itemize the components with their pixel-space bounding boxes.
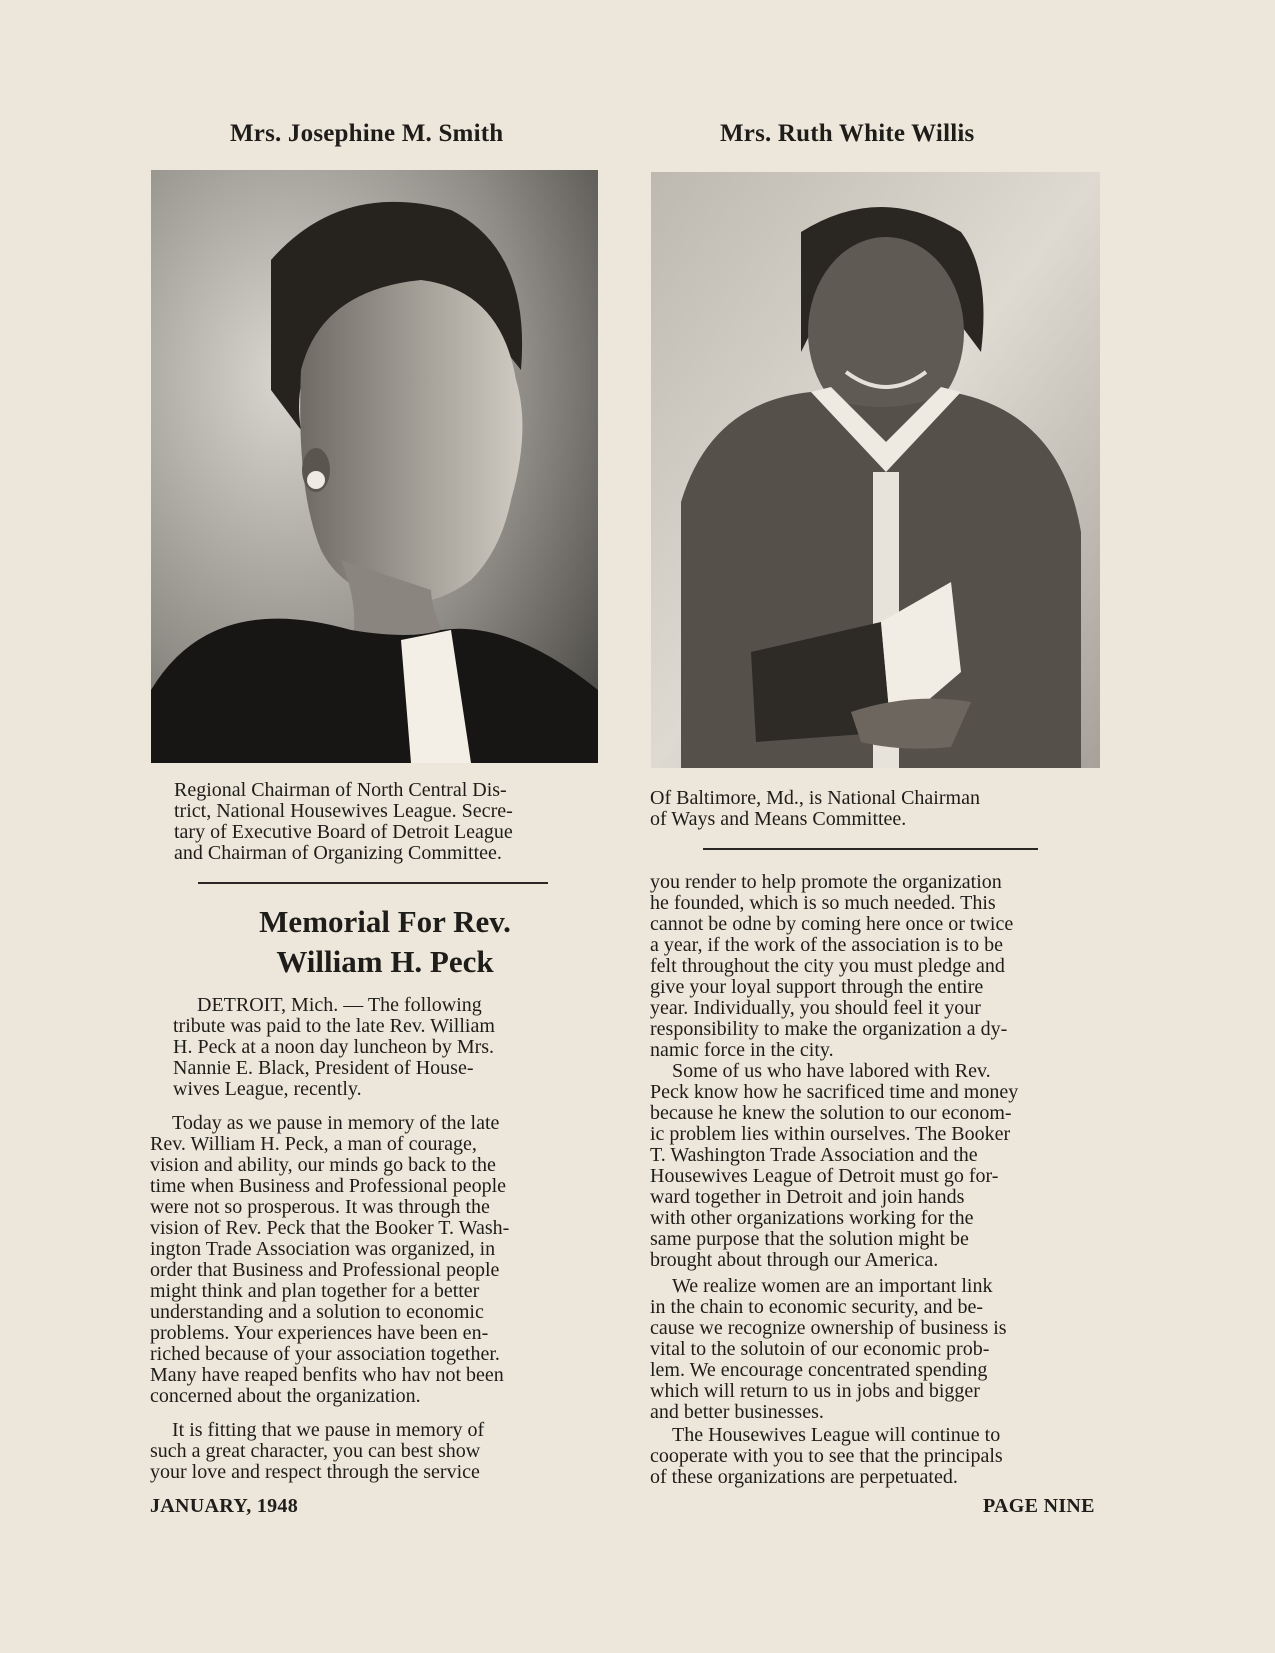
body-line: We realize women are an important link: [672, 1275, 993, 1297]
body-line: he founded, which is so much needed. This: [650, 892, 996, 914]
right-profile-name: Mrs. Ruth White Willis: [720, 120, 975, 147]
article-paragraph: [150, 1113, 509, 1407]
body-line: vision and ability, our minds go back to the: [150, 1154, 496, 1176]
body-line: H. Peck at a noon day luncheon by Mrs.: [173, 1036, 495, 1058]
headline-line: William H. Peck: [276, 944, 494, 979]
body-line: cannot be odne by coming here once or twice: [650, 913, 1014, 935]
article-paragraph: [650, 1061, 1018, 1271]
left-profile-name: Mrs. Josephine M. Smith: [230, 120, 504, 147]
body-line: cause we recognize ownership of business is: [650, 1317, 1007, 1339]
body-line: problems. Your experiences have been en-: [150, 1322, 489, 1344]
body-line: same purpose that the solution might be: [650, 1228, 969, 1250]
right-profile-caption: [650, 788, 980, 830]
caption-line: trict, National Housewives League. Secre-: [174, 800, 513, 822]
body-line: such a great character, you can best show: [150, 1440, 481, 1462]
body-line: vital to the solutoin of our economic prob-: [650, 1338, 990, 1360]
body-line: ic problem lies within ourselves. The Booker: [650, 1123, 1011, 1145]
article-lead: [173, 995, 495, 1100]
body-line: tribute was paid to the late Rev. William: [173, 1015, 495, 1037]
headline-line: Memorial For Rev.: [259, 904, 511, 939]
body-line: riched because of your association together.: [150, 1343, 500, 1365]
article-paragraph: [150, 1420, 484, 1483]
body-line: vision of Rev. Peck that the Booker T. Wash-: [150, 1217, 510, 1239]
body-line: concerned about the organization.: [150, 1385, 421, 1407]
body-line: Peck know how he sacrificed time and money: [650, 1081, 1019, 1103]
body-line: order that Business and Professional people: [150, 1259, 500, 1281]
body-line: responsibility to make the organization a dy-: [650, 1018, 1008, 1040]
body-line: of these organizations are perpetuated.: [650, 1466, 958, 1488]
josephine-smith-portrait: [151, 170, 598, 763]
body-line: lem. We encourage concentrated spending: [650, 1359, 988, 1381]
body-line: Today as we pause in memory of the late: [172, 1112, 500, 1134]
article-paragraph: [650, 1276, 1007, 1423]
body-line: year. Individually, you should feel it your: [650, 997, 981, 1019]
body-line: in the chain to economic security, and be-: [650, 1296, 984, 1318]
body-line: Housewives League of Detroit must go for-: [650, 1165, 999, 1187]
caption-line: of Ways and Means Committee.: [650, 808, 907, 830]
caption-line: Of Baltimore, Md., is National Chairman: [650, 787, 980, 809]
page-number: PAGE NINE: [983, 1495, 1095, 1517]
body-line: The Housewives League will continue to: [672, 1424, 1001, 1446]
body-line: might think and plan together for a better: [150, 1280, 480, 1302]
left-profile-caption: [174, 780, 513, 864]
body-line: and better businesses.: [650, 1401, 824, 1423]
body-line: ward together in Detroit and join hands: [650, 1186, 965, 1208]
body-line: wives League, recently.: [173, 1078, 362, 1100]
body-line: Nannie E. Black, President of House-: [173, 1057, 474, 1079]
body-line: ington Trade Association was organized, in: [150, 1238, 496, 1260]
body-line: Some of us who have labored with Rev.: [672, 1060, 991, 1082]
body-line: with other organizations working for the: [650, 1207, 974, 1229]
ruth-willis-portrait: [651, 172, 1100, 768]
body-line: Many have reaped benfits who hav not been: [150, 1364, 504, 1386]
body-line: cooperate with you to see that the principals: [650, 1445, 1003, 1467]
body-line: DETROIT, Mich. — The following: [197, 994, 482, 1016]
body-line: your love and respect through the service: [150, 1461, 480, 1483]
body-line: Rev. William H. Peck, a man of courage,: [150, 1133, 477, 1155]
caption-line: tary of Executive Board of Detroit League: [174, 821, 513, 843]
body-line: felt throughout the city you must pledge and: [650, 955, 1005, 977]
body-line: a year, if the work of the association is to be: [650, 934, 1003, 956]
body-line: give your loyal support through the entire: [650, 976, 984, 998]
body-line: understanding and a solution to economic: [150, 1301, 484, 1323]
article-headline: [175, 902, 595, 982]
body-line: you render to help promote the organization: [650, 871, 1002, 893]
body-line: namic force in the city.: [650, 1039, 834, 1061]
body-line: which will return to us in jobs and bigger: [650, 1380, 980, 1402]
body-line: time when Business and Professional people: [150, 1175, 507, 1197]
article-paragraph: [650, 1425, 1003, 1488]
body-line: brought about through our America.: [650, 1249, 939, 1271]
body-line: It is fitting that we pause in memory of: [172, 1419, 485, 1441]
divider-rule: [703, 848, 1038, 850]
article-paragraph: [650, 872, 1013, 1061]
caption-line: and Chairman of Organizing Committee.: [174, 842, 502, 864]
divider-rule: [198, 882, 548, 884]
body-line: were not so prosperous. It was through the: [150, 1196, 490, 1218]
body-line: because he knew the solution to our econom-: [650, 1102, 1012, 1124]
body-line: T. Washington Trade Association and the: [650, 1144, 978, 1166]
caption-line: Regional Chairman of North Central Dis-: [174, 779, 507, 801]
issue-date: JANUARY, 1948: [150, 1495, 299, 1517]
